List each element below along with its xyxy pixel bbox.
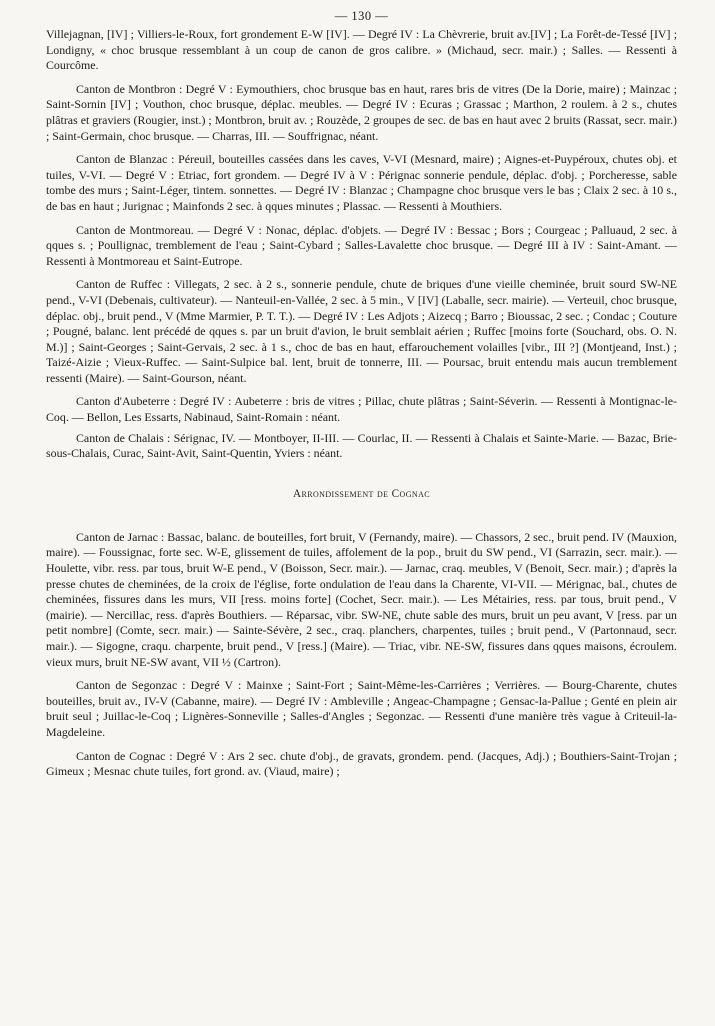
paragraph-canton-ruffec: Canton de Ruffec : Villegats, 2 sec. à 2 s., sonnerie pendule, chute de briques d'une vieille cheminée, bruit sourd SW-NE pend., V-VI (Debenais, cultivateur). — Nanteuil-en-Vallée, 2 sec. à 5 min., V [IV] (Laballe, secr. mairie). — Verteuil, choc brusque, déplac. obj., bruit pend., V (Mme Marmier, P. T. T.). — Degré IV : Les Adjots ; Aizecq ; Barro ; Bioussac, 2 sec. ; Condac ; Couture ; Pougné, balanc. lent précédé de qques s. par un bruit d'avion, le bruit semblait aérien ; Ruffec [moins forte (Souchard, obs. O. N. M.)] ; Saint-Georges ; Saint-Gervais, 2 sec. à 1 s., choc de bas en haut, effarouchement volailles [vibr., III ?] (Montjeand, Inst.) ; Taizé-Aizie ; Vieux-Ruffec. — Saint-Sulpice bal. lent, bruit de tonnerre, III. — Poursac, bruit entendu mais aucun tremblement ressenti (Maire). — Saint-Gourson, néant.: [46, 277, 677, 385]
paragraph-canton-aubeterre: Canton d'Aubeterre : Degré IV : Aubeterre : bris de vitres ; Pillac, chute plâtras ; Saint-Séverin. — Ressenti à Montignac-le-Coq. — Bellon, Les Essarts, Nabinaud, Saint-Romain : néant.: [46, 394, 677, 425]
paragraph-canton-cognac: Canton de Cognac : Degré V : Ars 2 sec. chute d'obj., de gravats, grondem. pend. (Jacques, Adj.) ; Bouthiers-Saint-Trojan ; Gimeux ; Mesnac chute tuiles, fort grond. av. (Viaud, maire) ;: [46, 748, 677, 779]
paragraph-canton-montmoreau: Canton de Montmoreau. — Degré V : Nonac, déplac. d'objets. — Degré IV : Bessac ; Bors ; Courgeac ; Palluaud, 2 sec. à qques s. ; Poullignac, tremblement de l'eau ; Saint-Cybard ; Salles-Lavalette choc brusque. — Degré III à IV : Saint-Amant. — Ressenti à Montmoreau et Saint-Eutrope.: [46, 222, 677, 268]
paragraph-canton-blanzac: Canton de Blanzac : Péreuil, bouteilles cassées dans les caves, V-VI (Mesnard, maire) ; Aignes-et-Puypéroux, chutes obj. et tuiles, V-VI. — Degré V : Etriac, fort grondem. — Degré IV à V : Pérignac sonnerie pendule, déplac. d'obj. ; Porcheresse, sable tombe des murs ; Saint-Léger, tintem. sonnettes. — Degré IV : Blanzac ; Champagne choc brusque vers le bas ; Claix 2 sec. à 10 s., de bas en haut ; Jurignac ; Mainfonds 2 sec. à qques minutes ; Plassac. — Ressenti à Mouthiers.: [46, 152, 677, 213]
section-heading: Arrondissement de Cognac: [293, 487, 430, 500]
paragraph-canton-jarnac: Canton de Jarnac : Bassac, balanc. de bouteilles, fort bruit, V (Fernandy, maire). — Chassors, 2 sec., bruit pend. IV (Mauxion, maire). — Foussignac, forte sec. W-E, glissement de tuiles, affolement de la pop., bruit du SW pend., VI (Sarrazin, secr. mair.). — Houlette, vibr. ress. par tous, bruit W-E pend., V (Boisson, Secr. mair.). — Jarnac, craq. meubles, V (Benoit, Secr. mair.) ; d'après la presse chutes de cheminées, de la croix de l'église, forte ondulation de l'eau dans la Charente, VI-VII. — Mérignac, bal., chutes de cheminées, fissures dans les murs, VII [ress. moins forte] (Cochet, Secr. mair.). — Les Métairies, ress. par tous, bruit pend., V (mairie). — Nercillac, ress. d'après Bouthiers. — Réparsac, vibr. SW-NE, chute sable des murs, bruit un peu avant, V [ress. par un petit nombre] (Comte, secr. mair.) — Sainte-Sévère, 2 sec., craq. planchers, charpentes, tuiles ; bruit pend., V (Partonnaud, secr. mair.). — Sigogne, craqu. charpente, bruit pend., V [ress.] (Maire). — Triac, vibr. NE-SW, fissures dans qques maisons, écroulem. vieux murs, bruit NE-SW avant, VII ½ (Cartron).: [46, 529, 677, 669]
page-number: — 130 —: [334, 9, 389, 23]
paragraph-canton-chalais: Canton de Chalais : Sérignac, IV. — Montboyer, II-III. — Courlac, II. — Ressenti à Chalais et Sainte-Marie. — Bazac, Brie-sous-Chalais, Curac, Saint-Avit, Saint-Quentin, Yviers : néant.: [46, 430, 677, 461]
paragraph-continuation: Villejagnan, [IV] ; Villiers-le-Roux, fort grondement E-W [IV]. — Degré IV : La Chèvrerie, bruit av.[IV] ; La Forêt-de-Tessé [IV] ; Londigny, « choc brusque ressemblant à un coup de canon de gros calibre. » (Michaud, secr. mair.) ; Salles. — Ressenti à Courcôme.: [46, 27, 677, 73]
paragraph-canton-segonzac: Canton de Segonzac : Degré V : Mainxe ; Saint-Fort ; Saint-Même-les-Carrières ; Verrières. — Bourg-Charente, chutes bouteilles, bruit av., IV-V (Cabanne, maire). — Degré IV : Ambleville ; Angeac-Champagne ; Gensac-la-Pallue ; Genté en plein air bruit seul ; Juillac-le-Coq ; Lignères-Sonneville ; Salles-d'Angles ; Segonzac. — Ressenti d'une manière très vague à Criteuil-la-Magdeleine.: [46, 678, 677, 739]
paragraph-canton-montbron: Canton de Montbron : Degré V : Eymouthiers, choc brusque bas en haut, rares bris de vitres (De la Dorie, maire) ; Mainzac ; Saint-Sornin [IV] ; Vouthon, choc brusque, déplac. meubles. — Degré IV : Ecuras ; Grassac ; Marthon, 2 roulem. à 2 s., chutes plâtras et graviers (Rougier, inst.) ; Montbron, bruit av. ; Rouzède, 2 groupes de sec. de bas en haut avec 2 bruits (Rassat, secr. mair.) ; Saint-Germain, choc brusque. — Charras, III. — Souffrignac, néant.: [46, 81, 677, 143]
